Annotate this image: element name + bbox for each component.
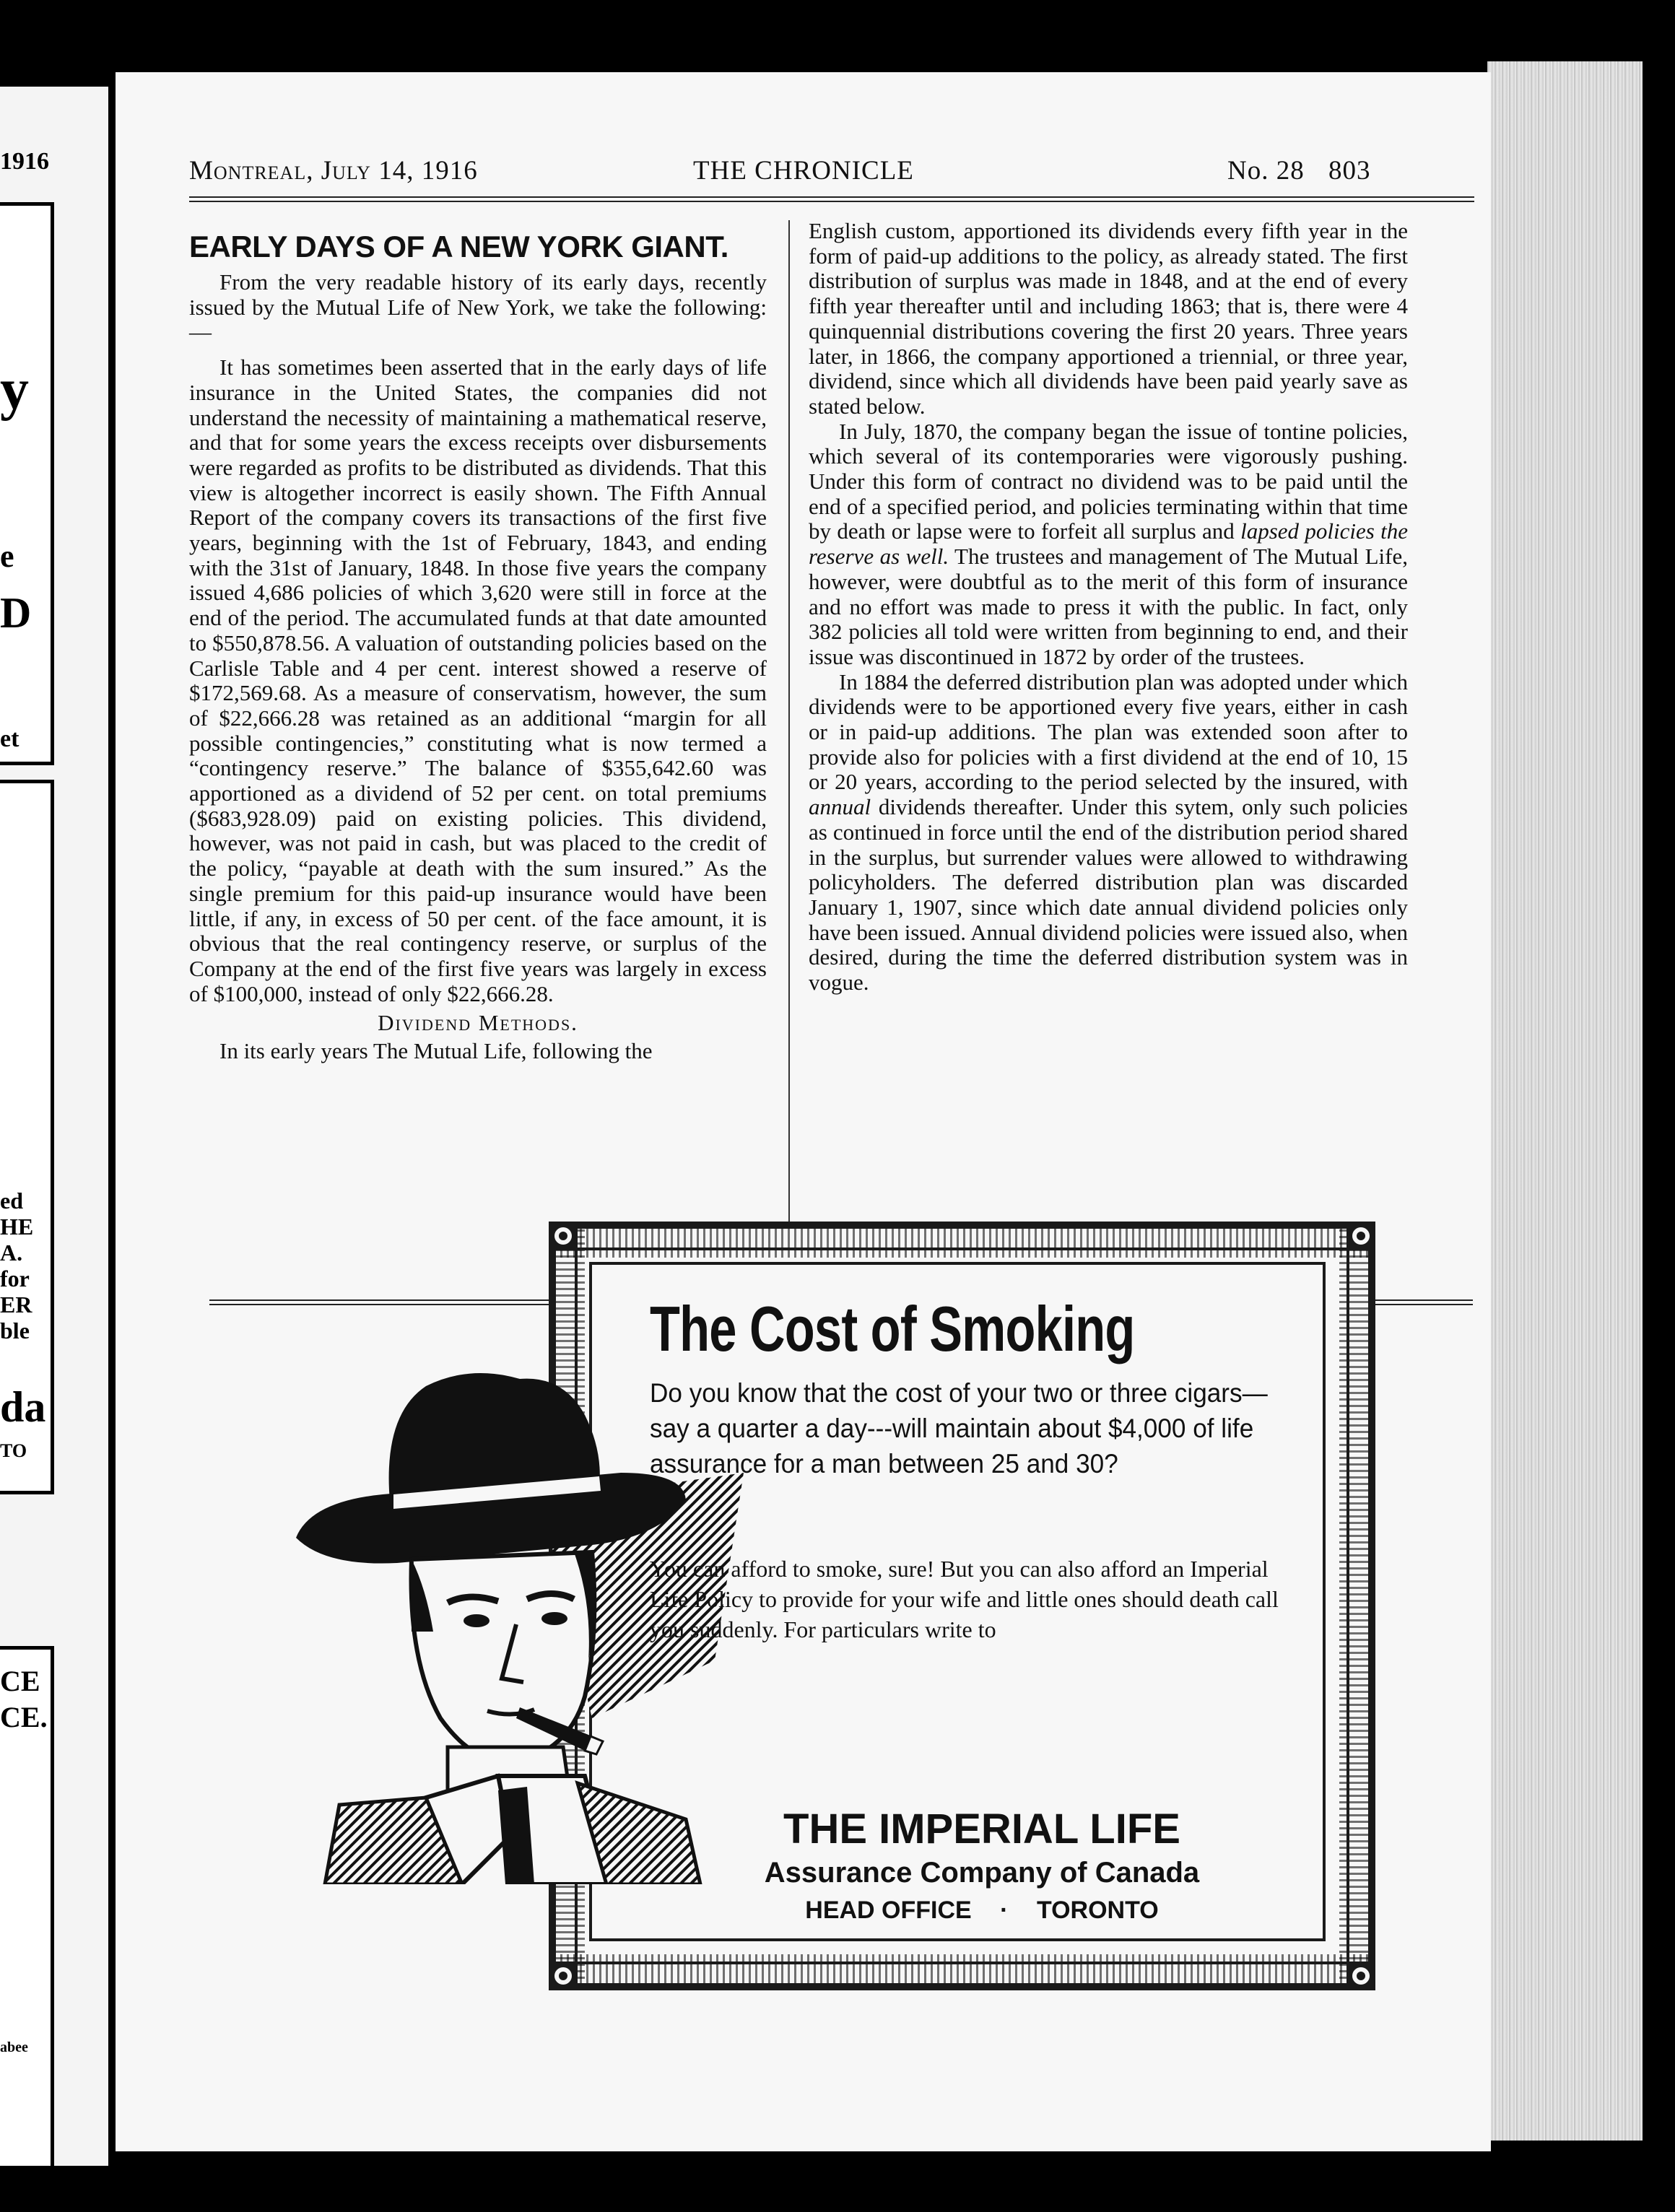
prev-page-fragment: et bbox=[0, 726, 19, 752]
ad-body-text: You can afford to smoke, sure! But you can also afford an Imperial Life Policy to provide for your wife and little ones should death call you suddenly. For particulars write to bbox=[650, 1556, 1279, 1642]
article-paragraph: In July, 1870, the company began the issue of tontine policies, which several of its contemporaries were vigorously pushing. Under this form of contract no dividend was to be paid until the end of a specified period, and policies terminating within that time by death or lapse were to forfeit all surplus and lapsed policies the reserve as well. The trustees and management of The Mutual Life, however, were doubtful as to the merit of this form of insurance and no effort was made to press it with the public. In fact, only 382 policies all told were written from beginning to end, and their issue was discontinued in 1872 by order of the trustees. bbox=[809, 418, 1409, 669]
head-office-label: HEAD OFFICE bbox=[805, 1897, 972, 1924]
prev-page-ad-box bbox=[0, 780, 54, 1494]
section-subhead: Dividend Methods. bbox=[378, 1010, 578, 1036]
separator-dot: · bbox=[1000, 1897, 1009, 1924]
ornament-corner-icon bbox=[1346, 1222, 1375, 1250]
ornament-corner-icon bbox=[1346, 1961, 1375, 1990]
prev-page-ad-box bbox=[0, 202, 54, 765]
ad-company-name: THE IMPERIAL LIFE bbox=[783, 1806, 1180, 1852]
column-divider bbox=[788, 220, 790, 1285]
prev-page-fragment: CE bbox=[0, 1665, 40, 1697]
prev-page-fragment: e bbox=[0, 539, 14, 574]
header-rule bbox=[189, 196, 1474, 202]
page-number: 803 bbox=[1328, 156, 1371, 186]
ad-company-subtitle: Assurance Company of Canada bbox=[764, 1857, 1200, 1889]
prev-page-fragment: CE. bbox=[0, 1701, 48, 1733]
ornament-corner-icon bbox=[549, 1961, 578, 1990]
article-paragraph: In its early years The Mutual Life, following the bbox=[219, 1038, 653, 1064]
prev-page-fragment: ed HE A. for ER ble bbox=[0, 1188, 34, 1344]
previous-page-edge bbox=[0, 87, 108, 2166]
ad-headline: The Cost of Smoking bbox=[650, 1293, 1135, 1364]
ad-head-office bbox=[679, 1897, 1285, 1925]
issue-number: No. 28 bbox=[1227, 156, 1305, 186]
prev-page-fragment: TO bbox=[0, 1440, 27, 1461]
article-paragraph: It has sometimes been asserted that in the early days of life insurance in the United States, the companies did not understand the necessity of maintaining a mathematical reserve, and that for some years the excess receipts over disbursements were regarded as profits to be distributed as dividends. That this view is altogether incorrect is easily shown. The Fifth Annual Report of the company covers its transactions of the first five years, beginning with the 1st of February, 1843, and ending with the 31st of January, 1848. In those five years the company issued 4,686 policies of which 3,620 were still in force at the end of the period. The accumulated funds at that date amounted to $550,878.56. A valuation of outstanding policies based on the Carlisle Table and 4 per cent. interest showed a reserve of $172,569.68. As a measure of conservatism, however, the sum of $22,666.28 was retained as an additional “margin for all possible contingencies,” constituting what is now termed a “contingency reserve.” The balance of $355,642.60 was apportioned as a dividend of 52 per cent. on total premiums ($683,928.09) paid on existing policies. This dividend, however, was not paid in cash, but was placed to the credit of the policy, “payable at death with the sum insured.” As the single premium for this paid-up insurance would have been little, if any, in excess of 50 per cent. of the face amount, it is obvious that the real contingency reserve, or surplus of the Company at the end of the first five years was largely in excess of $100,000, instead of only $22,666.28. bbox=[189, 354, 767, 1006]
italic-word: annual bbox=[809, 794, 871, 820]
city-label: TORONTO bbox=[1036, 1897, 1159, 1924]
page-stack-edges bbox=[1487, 61, 1643, 2141]
prev-page-fragment: abee bbox=[0, 2039, 28, 2055]
article-paragraph: English custom, apportioned its dividends every fifth year in the form of paid-up additions to the policy, as already stated. The first distribution of surplus was made in 1848, and at the end of every fifth year thereafter until and including 1863; that is, there were 4 quinquennial distributions covering the first 20 years. Three years later, in 1866, the company apportioned a triennial, or three year, dividend, since which all dividends have been paid yearly save as stated below. bbox=[809, 218, 1408, 419]
article-column-right bbox=[809, 219, 1408, 996]
ad-lead-text: Do you know that the cost of your two or three cigars—say a quarter a day---will maintain about $4,000 of life assurance for a man between 25 and 30? bbox=[650, 1378, 1268, 1479]
prev-page-fragment: da bbox=[0, 1383, 46, 1431]
italic-phrase: lapsed policies the reserve as well. bbox=[809, 518, 1409, 570]
prev-page-fragment: D bbox=[0, 589, 32, 637]
prev-page-year: 1916 bbox=[0, 148, 49, 175]
prev-page-ad-box bbox=[0, 1646, 54, 2166]
running-head-dateline: Montreal, July 14, 1916 bbox=[189, 156, 478, 186]
prev-page-fragment: y bbox=[0, 358, 29, 422]
running-head-title: THE CHRONICLE bbox=[693, 156, 914, 186]
article-column-left bbox=[189, 270, 767, 1064]
article-paragraph: In 1884 the deferred distribution plan was adopted under which dividends were to be apportioned every five years, either in cash or in paid-up additions. The plan was extended soon after to provide also for policies with a first dividend at the end of 10, 15 or 20 years, according to the period selected by the insured, with annual dividends thereafter. Under this sytem, only such policies as continued in force until the end of the distribution period shared in the surplus, but surrender values were allowed to withdrawing policyholders. The deferred distribution plan was discarded January 1, 1907, since which date annual dividend policies only have been issued. Annual dividend policies were issued also, when desired, during the time the deferred distribution system was in vogue. bbox=[809, 669, 1408, 996]
article-headline: EARLY DAYS OF A NEW YORK GIANT. bbox=[189, 230, 728, 264]
article-intro: From the very readable history of its early days, recently issued by the Mutual Life of New York, we take the following:— bbox=[189, 269, 767, 345]
